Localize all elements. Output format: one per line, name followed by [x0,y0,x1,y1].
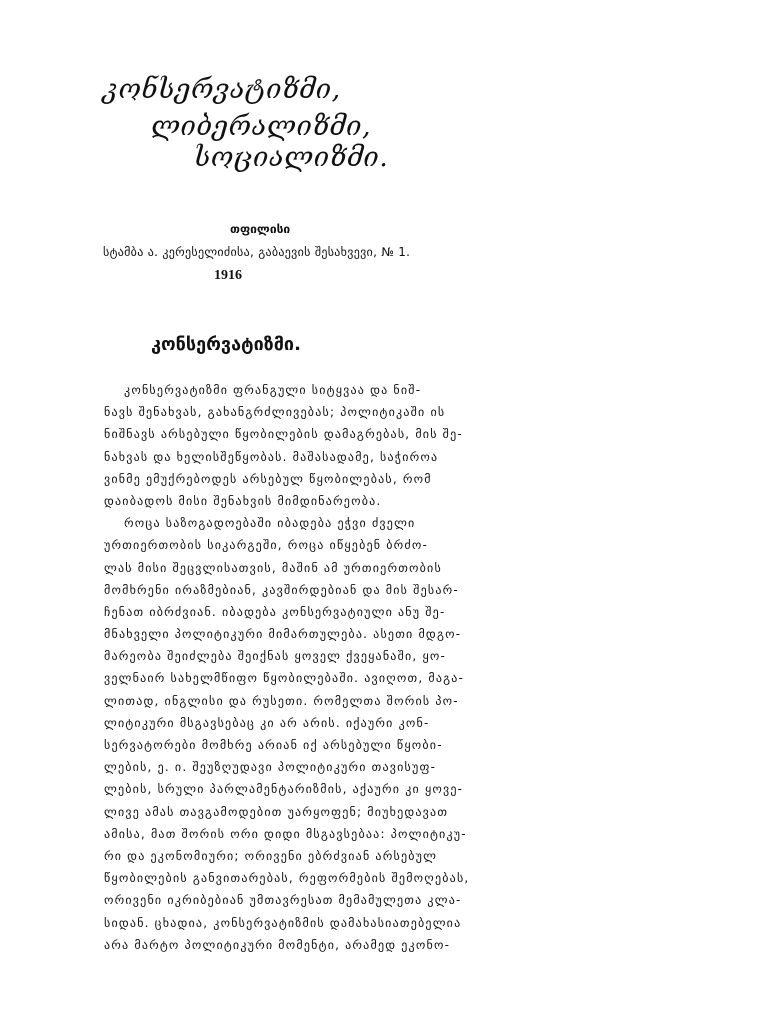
body-line: ლიტიკური მსგავსებაც კი არ არის. იქაური კონ- [104,715,430,730]
body-line: მნახველი პოლიტიკური მიმართულება. ასეთი მდგო- [104,627,462,642]
body-line: ურთიერთობის სიკარგეში, როცა იწყებენ ბრძო- [104,538,429,553]
book-title-line-2: ლიბერალიზმი, [151,111,372,142]
body-line: ლას მისი შეცვლისათვის, მაშინ ამ ურთიერთობის [104,560,442,575]
body-line: ამისა, მათ შორის ორი დიდი მსგავსებაა: პოლიტიკუ- [104,826,467,841]
body-text [104,379,470,956]
body-line: მარეობა შეიძლება შეიქნას ყოველ ქვეყანაში, ყო- [104,649,447,664]
body-line: როცა საზოგადოებაში იბადება ეჭვი ძველი [124,516,416,531]
publication-year: 1916 [214,268,242,283]
body-line: ჩენათ იბრძვიან. იბადება კონსერვატიული ანუ შე- [104,604,446,619]
body-line: ვინმე ემუქრებოდეს არსებულ წყობილებას, რომ [104,471,432,486]
body-line: არა მარტო პოლიტიკური მომენტი, არამედ ეკონო- [104,937,451,952]
publication-city: თფილისი [230,222,291,236]
body-line: ლივე ამას თავგამოდებით უარყოფენ; მიუხედავათ [104,804,449,819]
publisher-line: სტამბა ა. კერესელიძისა, გაბაევის შესახვევი, № 1. [103,245,411,259]
body-line: მომხრენი ირაზმებიან, კავშირდებიან და მის შესარ- [104,582,459,597]
body-line: სერვატორები მომხრე არიან იქ არსებული წყობი- [104,738,443,752]
body-line: რი და ეკონომიური; ორივენი ებრძვიან არსებულ [104,848,438,863]
body-line: დაიბადოს მისი შენახვის მიმდინარეობა. [104,493,382,508]
body-line: ველნაირ სახელმწიფო წყობილებაში. ავიღოთ, მაგა- [104,671,465,686]
body-line: კონსერვატიზმი ფრანგული სიტყვაა და ნიშ- [124,383,422,397]
body-line: ნავს შენახვას, გახანგრძლივებას; პოლიტიკაში ის [104,405,446,420]
body-line: ორივენი იკრიბებიან უმთავრესათ მემამულეთა კლა- [104,893,462,908]
body-line: წყობილების განვითარებას, რეფორმების შემოღებას, [104,871,470,886]
body-line: ნახვას და ხელისშეწყობას. მაშასადამე, საჭიროა [104,449,439,464]
book-title-line-1: კონსერვატიზმი, [103,74,341,105]
body-line: ლითად, ინგლისი და რუსეთი. რომელთა შორის პო- [104,693,459,708]
body-line: ლების, ე. ი. შეუზღუდავი პოლიტიკური თავისუფ- [104,760,437,775]
body-line: ლების, სრული პარლამენტარიზმის, აქაური კი ყოვე- [104,782,464,797]
book-title-line-3: სოციალიზმი. [194,142,389,173]
body-line: სიდან. ცხადია, კონსერვატიზმის დამახასიათებელია [104,915,462,930]
section-heading: კონსერვატიზმი. [151,334,301,355]
body-line: ნიშნავს არსებული წყობილების დამაგრებას, მის შე- [104,427,463,442]
